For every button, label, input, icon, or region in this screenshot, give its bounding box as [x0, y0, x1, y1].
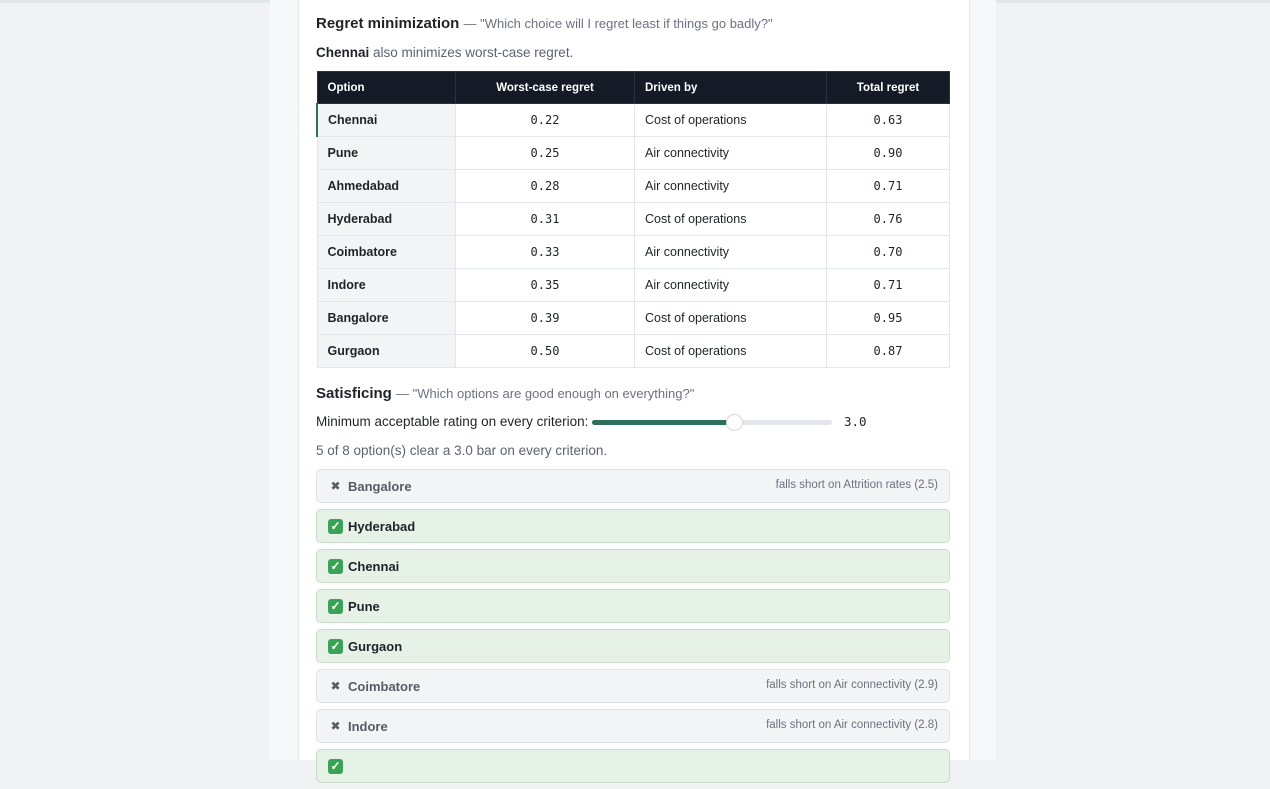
row-driven-by: Air connectivity	[635, 236, 827, 269]
option-name: Coimbatore	[348, 679, 421, 694]
row-option: Ahmedabad	[317, 170, 456, 203]
row-driven-by: Air connectivity	[635, 170, 827, 203]
threshold-slider-fill	[592, 420, 734, 425]
table-row	[317, 137, 950, 170]
row-option: Coimbatore	[317, 236, 456, 269]
threshold-slider-label: Minimum acceptable rating on every criterion:	[316, 414, 589, 429]
shortfall-reason: falls short on Attrition rates (2.5)	[775, 479, 938, 491]
header-option: Option	[317, 72, 456, 104]
check-mark-icon: ✓	[328, 599, 343, 614]
regret-table	[316, 71, 950, 368]
option-name: Bangalore	[348, 479, 412, 494]
row-option: Bangalore	[317, 302, 456, 335]
table-row	[317, 335, 950, 368]
satisficing-option-pass	[316, 509, 950, 543]
row-option: Gurgaon	[317, 335, 456, 368]
row-option: Indore	[317, 269, 456, 302]
row-driven-by: Air connectivity	[635, 137, 827, 170]
check-mark-icon: ✓	[328, 759, 343, 774]
table-row	[317, 236, 950, 269]
threshold-slider-thumb[interactable]	[727, 415, 742, 430]
check-mark-icon: ✓	[328, 639, 343, 654]
row-option: Chennai	[317, 104, 456, 137]
threshold-slider-value: 3.0	[844, 414, 867, 429]
x-mark-icon: ✖	[330, 719, 341, 733]
option-name: Gurgaon	[348, 639, 403, 654]
satisficing-option-fail	[316, 709, 950, 743]
regret-title: Regret minimization	[316, 15, 460, 32]
row-total: 0.70	[827, 236, 950, 269]
satisficing-option-fail	[316, 669, 950, 703]
shortfall-reason: falls short on Air connectivity (2.8)	[766, 719, 938, 731]
satisficing-option-pass	[316, 549, 950, 583]
regret-summary-option: Chennai	[316, 45, 370, 60]
satisficing-option-list	[316, 469, 950, 789]
row-driven-by: Cost of operations	[635, 302, 827, 335]
row-total: 0.87	[827, 335, 950, 368]
satisficing-option-pass	[316, 589, 950, 623]
x-mark-icon: ✖	[330, 679, 341, 693]
row-worst-case: 0.33	[456, 236, 635, 269]
regret-heading	[316, 15, 773, 32]
header-total: Total regret	[827, 72, 950, 104]
row-worst-case: 0.31	[456, 203, 635, 236]
regret-question: — "Which choice will I regret least if things go badly?"	[463, 16, 773, 31]
regret-summary	[316, 45, 573, 60]
row-total: 0.95	[827, 302, 950, 335]
table-row	[317, 170, 950, 203]
option-name: Pune	[348, 599, 380, 614]
row-worst-case: 0.25	[456, 137, 635, 170]
row-driven-by: Cost of operations	[635, 104, 827, 137]
row-total: 0.71	[827, 269, 950, 302]
shortfall-reason: falls short on Air connectivity (2.9)	[766, 679, 938, 691]
table-row	[317, 269, 950, 302]
check-mark-icon: ✓	[328, 519, 343, 534]
header-worst-case: Worst-case regret	[456, 72, 635, 104]
row-total: 0.71	[827, 170, 950, 203]
row-option: Hyderabad	[317, 203, 456, 236]
threshold-slider-row	[316, 413, 950, 431]
row-option: Pune	[317, 137, 456, 170]
row-driven-by: Cost of operations	[635, 203, 827, 236]
row-driven-by: Air connectivity	[635, 269, 827, 302]
satisficing-option-pass	[316, 629, 950, 663]
row-total: 0.63	[827, 104, 950, 137]
row-total: 0.76	[827, 203, 950, 236]
header-driven-by: Driven by	[635, 72, 827, 104]
option-name: Hyderabad	[348, 519, 416, 534]
satisficing-question: — "Which options are good enough on everything?"	[396, 386, 695, 401]
regret-table-header	[317, 72, 950, 104]
table-row	[317, 104, 950, 137]
option-name: Chennai	[348, 559, 400, 574]
satisficing-heading	[316, 385, 694, 402]
table-row	[317, 302, 950, 335]
satisficing-title: Satisficing	[316, 385, 392, 402]
check-mark-icon: ✓	[328, 559, 343, 574]
x-mark-icon: ✖	[330, 479, 341, 493]
satisficing-option-fail	[316, 469, 950, 503]
table-row	[317, 203, 950, 236]
threshold-slider[interactable]	[592, 420, 832, 425]
row-worst-case: 0.35	[456, 269, 635, 302]
option-name: Indore	[348, 719, 388, 734]
row-worst-case: 0.22	[456, 104, 635, 137]
row-worst-case: 0.28	[456, 170, 635, 203]
row-total: 0.90	[827, 137, 950, 170]
row-worst-case: 0.50	[456, 335, 635, 368]
regret-summary-text: also minimizes worst-case regret.	[369, 45, 574, 60]
satisficing-summary: 5 of 8 option(s) clear a 3.0 bar on every criterion.	[316, 443, 608, 458]
row-worst-case: 0.39	[456, 302, 635, 335]
satisficing-option-pass	[316, 749, 950, 783]
row-driven-by: Cost of operations	[635, 335, 827, 368]
